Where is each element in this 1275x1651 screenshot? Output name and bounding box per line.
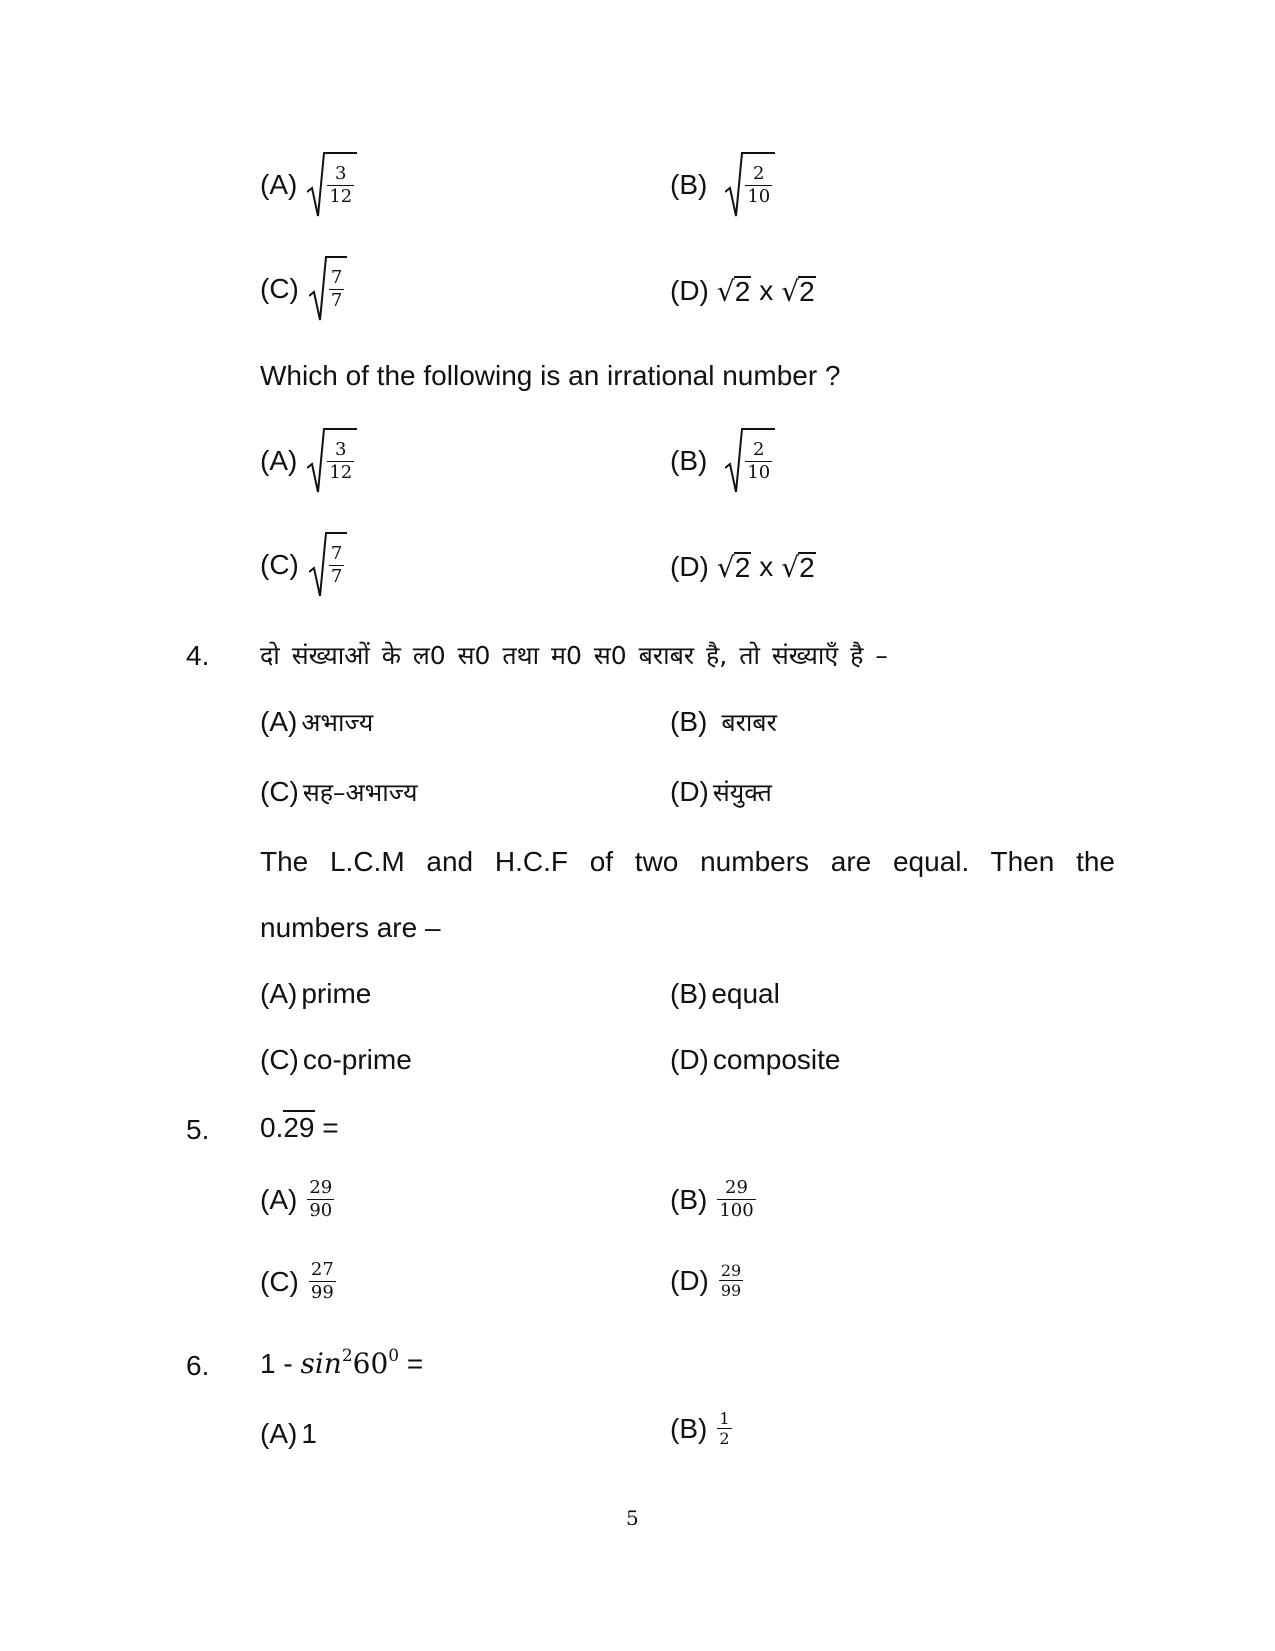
q5-option-a <box>260 1178 334 1221</box>
option-text: बराबर <box>721 707 777 737</box>
block1-option-b <box>670 152 775 218</box>
fraction-numerator: 3 <box>335 439 347 461</box>
block2-option-b <box>670 428 775 494</box>
option-label: (C) <box>260 549 299 580</box>
q4-hindi-option-a <box>260 708 373 736</box>
option-label: (B) <box>670 445 708 476</box>
trig-function: sin <box>300 1347 342 1380</box>
q6-option-b <box>670 1410 732 1449</box>
page-number: 5 <box>626 1506 639 1530</box>
q5-option-b <box>670 1178 756 1221</box>
angle-value: 60 <box>352 1347 389 1380</box>
option-label: (B) <box>670 706 708 737</box>
question-3-english: Which of the following is an irrational number ? <box>260 360 841 391</box>
fraction <box>719 1262 743 1301</box>
equals-sign: = <box>399 1348 424 1379</box>
fraction-denominator: 12 <box>329 186 353 207</box>
option-label: (D) <box>670 776 709 807</box>
sqrt <box>781 276 815 306</box>
option-label: (B) <box>670 169 708 200</box>
q5-option-c <box>260 1260 336 1303</box>
q5-option-d <box>670 1262 743 1301</box>
question-4-english-line-2: numbers are – <box>260 912 441 943</box>
option-label: (D) <box>670 275 709 306</box>
question-number: 4. <box>186 640 210 671</box>
radical-sign: √ <box>781 551 800 584</box>
sqrt <box>717 552 751 582</box>
question-4-hindi: दो संख्याओं के ल0 स0 तथा म0 स0 बराबर है, तो संख्याएँ है – <box>260 641 888 670</box>
question-number: 6. <box>186 1350 210 1381</box>
q4-english-option-a <box>260 980 371 1008</box>
radicand: 2 <box>799 552 815 583</box>
fraction <box>307 1178 334 1221</box>
option-label: (D) <box>670 1044 709 1075</box>
radicand: 2 <box>734 276 751 307</box>
radical-sign <box>725 428 743 494</box>
q4-english-option-d <box>670 1046 841 1074</box>
option-label: (A) <box>260 1183 298 1215</box>
radical-sign <box>309 532 327 598</box>
block1-option-a <box>260 152 357 218</box>
question-5-expression <box>260 1112 339 1144</box>
sqrt <box>717 276 751 306</box>
fraction <box>717 1178 755 1221</box>
option-label: (B) <box>670 1413 708 1445</box>
radical-sign <box>307 152 325 218</box>
q4-english-option-b <box>670 980 780 1008</box>
sqrt-fraction <box>725 152 775 218</box>
option-label: (B) <box>670 1183 708 1215</box>
fraction-numerator: 7 <box>330 267 343 289</box>
radical-sign <box>307 428 325 494</box>
sqrt-fraction <box>309 256 347 322</box>
fraction-denominator: 10 <box>747 186 771 207</box>
fraction-denominator: 100 <box>719 1199 754 1221</box>
repeating-digits: 29 <box>283 1112 315 1143</box>
block2-option-c <box>260 532 347 598</box>
option-label: (A) <box>260 169 298 200</box>
block2-option-a <box>260 428 357 494</box>
times-sign: x <box>759 275 774 306</box>
radical-sign <box>309 256 327 322</box>
question-6-expression <box>260 1346 423 1380</box>
fraction-denominator: 7 <box>330 566 343 587</box>
option-text: equal <box>711 978 780 1009</box>
option-text: सह–अभाज्य <box>302 777 418 807</box>
option-label: (A) <box>260 1418 298 1449</box>
radical-sign <box>725 152 743 218</box>
question-4-english-line-1: The L.C.M and H.C.F of two numbers are equal. Then the <box>260 846 1115 877</box>
fraction-denominator: 2 <box>719 1429 730 1449</box>
option-label: (C) <box>260 776 299 807</box>
fraction-numerator: 1 <box>719 1409 730 1428</box>
option-text: संयुक्त <box>712 777 772 807</box>
fraction-denominator: 10 <box>747 462 771 483</box>
fraction-numerator: 29 <box>725 1177 748 1198</box>
exponent: 2 <box>341 1346 353 1366</box>
question-number: 5. <box>186 1114 210 1145</box>
radical-sign: √ <box>716 275 735 308</box>
sqrt-fraction <box>307 428 357 494</box>
option-text: 1 <box>301 1418 317 1449</box>
sqrt-fraction <box>307 152 357 218</box>
fraction-numerator: 7 <box>330 543 343 565</box>
fraction-denominator: 7 <box>330 290 343 311</box>
option-label: (A) <box>260 706 298 737</box>
option-label: (C) <box>260 1265 299 1297</box>
block1-option-c <box>260 256 347 322</box>
fraction-denominator: 99 <box>310 1281 334 1303</box>
option-label: (C) <box>260 1044 299 1075</box>
equals-sign: = <box>314 1112 339 1143</box>
fraction-denominator: 99 <box>720 1281 742 1301</box>
fraction-denominator: 90 <box>309 1199 333 1221</box>
q6-option-a <box>260 1420 317 1448</box>
fraction-numerator: 27 <box>310 1259 334 1280</box>
block1-option-d <box>670 276 816 306</box>
option-text: prime <box>301 978 372 1009</box>
block2-option-d <box>670 552 816 582</box>
fraction-numerator: 2 <box>753 163 765 185</box>
fraction-numerator: 3 <box>335 163 347 185</box>
sqrt-fraction <box>309 532 347 598</box>
degree-mark: 0 <box>388 1346 400 1366</box>
option-text: composite <box>712 1044 841 1075</box>
q4-hindi-option-c <box>260 778 418 806</box>
q4-english-option-c <box>260 1046 412 1074</box>
q4-hindi-option-b <box>670 708 777 736</box>
fraction-denominator: 12 <box>329 462 353 483</box>
sqrt-fraction <box>725 428 775 494</box>
fraction <box>717 1410 731 1449</box>
fraction-numerator: 29 <box>309 1177 333 1198</box>
times-sign: x <box>759 551 774 582</box>
option-label: (A) <box>260 978 298 1009</box>
fraction-numerator: 2 <box>753 439 765 461</box>
expression-lead: 1 - <box>260 1348 301 1379</box>
radical-sign: √ <box>781 275 800 308</box>
option-text: अभाज्य <box>301 707 374 737</box>
radicand: 2 <box>734 552 751 583</box>
radicand: 2 <box>799 276 815 307</box>
option-text: co-prime <box>302 1044 412 1075</box>
sqrt <box>781 552 815 582</box>
option-label: (A) <box>260 445 298 476</box>
option-label: (D) <box>670 1265 709 1297</box>
fraction-numerator: 29 <box>720 1261 742 1280</box>
fraction <box>309 1260 336 1303</box>
option-label: (C) <box>260 273 299 304</box>
radical-sign: √ <box>716 551 735 584</box>
option-label: (B) <box>670 978 708 1009</box>
option-label: (D) <box>670 551 709 582</box>
q4-hindi-option-d <box>670 778 772 806</box>
decimal-lead: 0. <box>260 1112 284 1143</box>
